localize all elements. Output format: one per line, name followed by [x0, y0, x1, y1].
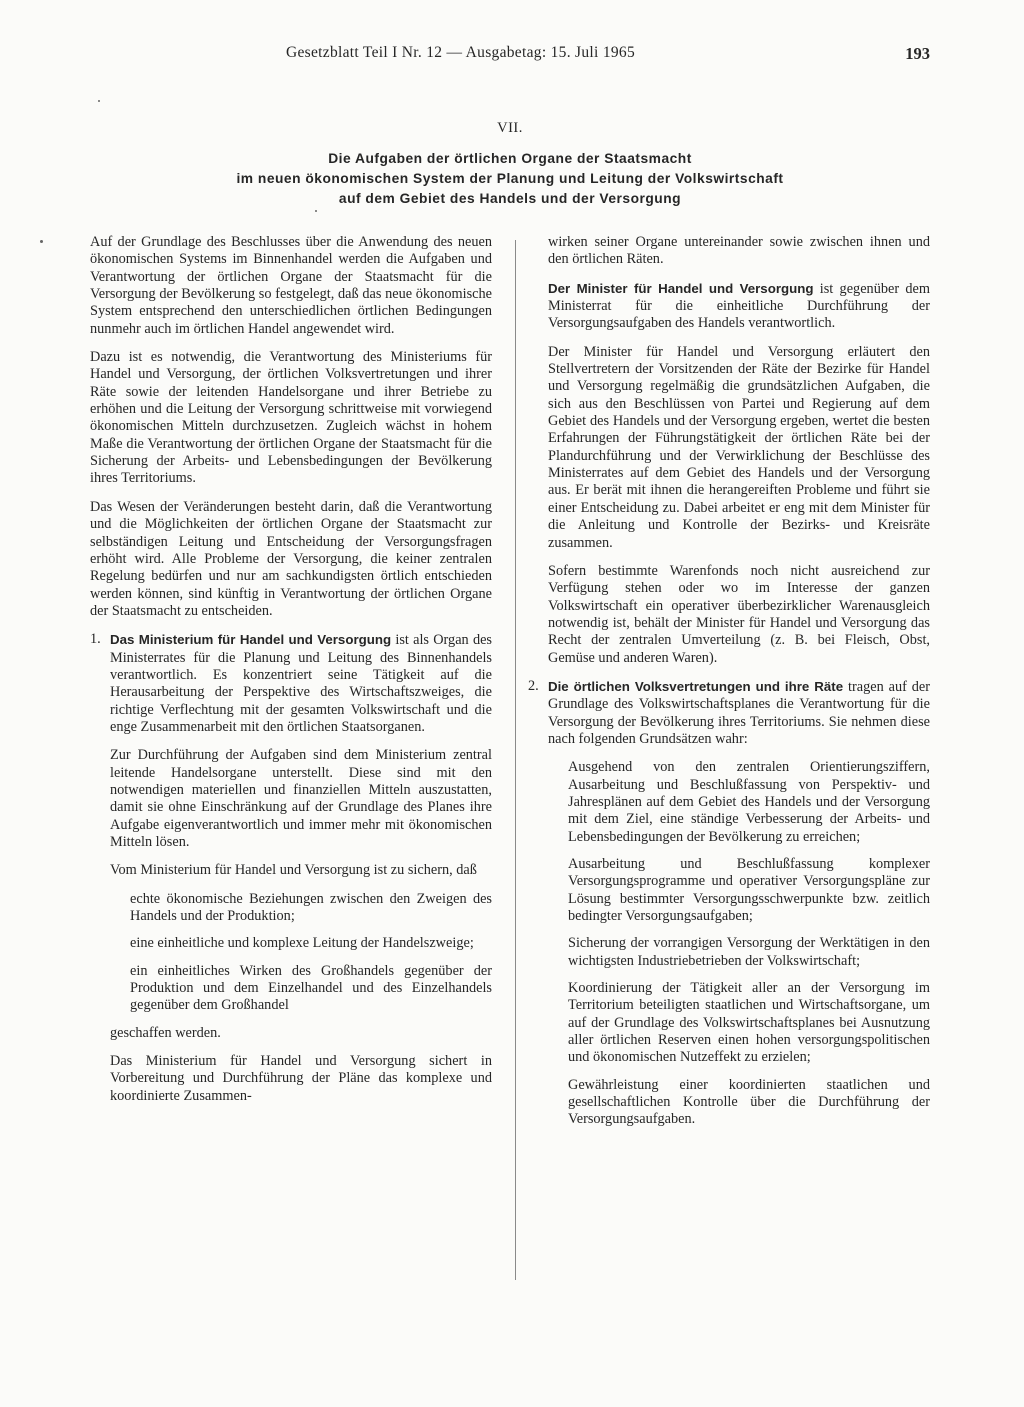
item-text: ist als Organ des Ministerrates für die Planung und Leitung des Binnenhandels verantwortlich. Es konzentriert seine Tätigkeit auf die Herausarbeitung der Perspektive des Wirtschaftszweiges, die richtige Verflechtung mit der gesamten Volkswirtschaft und die enge Zusammenarbeit mit den örtlichen Staatsorganen.	[110, 632, 492, 735]
section-title-line-2: im neuen ökonomischen System der Planung und Leitung der Volkswirtschaft	[236, 171, 784, 186]
column-divider	[515, 240, 516, 1280]
section-title-line-3: auf dem Gebiet des Handels und der Versorgung	[338, 191, 682, 206]
item-lead: Das Ministerium für Handel und Versorgung	[110, 632, 392, 648]
running-title: Gesetzblatt Teil I Nr. 12 — Ausgabetag: 15. Juli 1965	[286, 44, 636, 61]
item-text: tragen auf der Grundlage des Volkswirtschaftsplanes die Verantwortung für die Versorgung der Bevölkerung ihres Territoriums. Sie nehmen diese nach folgenden Grundsätzen wahr:	[548, 678, 930, 747]
right-column	[528, 234, 930, 1139]
list-item: Koordinierung der Tätigkeit aller an der Versorgung im Territorium beteiligten staatlichen und Wirtschaftsorgane, um auf der Grundlage des Volkswirtschaftsplanes bei Ausnutzung aller örtlichen Reserven einen hohen versorgungspolitischen und ökonomischen Nutzeffekt zu erzielen;	[568, 980, 930, 1066]
paragraph: Das Ministerium für Handel und Versorgung sichert in Vorbereitung und Durchführung der Pläne das komplexe und koordinierte Zusammen-	[110, 1053, 492, 1104]
page-number: 193	[905, 44, 930, 63]
paragraph: Sofern bestimmte Warenfonds noch nicht ausreichend zur Verfügung stehen oder wo im Interesse der ganzen Volkswirtschaft ein operativer überbezirklicher Warenausgleich notwendig ist, behält der Minister für Handel und Versorgung das Recht der zentralen Umverteilung (z. B. bei Fleisch, Obst, Gemüse und anderen Waren).	[548, 562, 930, 666]
list-item: Ausarbeitung und Beschlußfassung komplexer Versorgungsprogramme und operativer Versorgungspläne zur Lösung bestimmter Versorgungsschwerpunkte bzw. zeitlich bedingter Versorgungsaufgaben;	[568, 856, 930, 925]
paragraph: Das Wesen der Veränderungen besteht darin, daß die Verantwortung und die Möglichkeiten der örtlichen Organe der Staatsmacht zur selbständigen Leitung und Entscheidung der Versorgungsfragen erhöht wird. Alle Probleme der Versorgung, die keiner zentralen Regelung bedürfen und nur am sachkundigsten örtlich entschieden werden können, sind künftig in Verantwortung der örtlichen Organe der Staatsmacht zu entscheiden.	[90, 498, 492, 619]
item-lead: Die örtlichen Volksvertretungen und ihre Räte	[548, 678, 844, 694]
numbered-item-1	[90, 631, 492, 736]
numbered-item-2	[528, 678, 930, 748]
paragraph: Auf der Grundlage des Beschlusses über die Anwendung des neuen ökonomischen Systems im Binnenhandel werden die Aufgaben und Verantwortung der örtlichen Organe der Staatsmacht für die Versorgung der Bevölkerung so festgelegt, daß das neue ökonomische System entsprechend den unterschiedlichen örtlichen Bedingungen nunmehr auch im örtlichen Handel angewendet wird.	[90, 234, 492, 337]
list-item: Sicherung der vorrangigen Versorgung der Werktätigen in den wichtigsten Industriebetrieben der Volkswirtschaft;	[568, 935, 930, 969]
running-head	[90, 44, 930, 68]
paragraph	[528, 280, 930, 333]
paragraph: wirken seiner Organe untereinander sowie zwischen ihnen und den örtlichen Räten.	[548, 234, 930, 268]
paragraph: Zur Durchführung der Aufgaben sind dem Ministerium zentral leitende Handelsorgane unterstellt. Diese sind mit den notwendigen materiellen und finanziellen Mitteln auszustatten, damit sie ohne Einschränkung auf der Grundlage des Planes ihre Aufgabe eigenverantwortlich und immer mehr mit ökonomischen Mitteln lösen.	[110, 747, 492, 850]
list-item: Ausgehend von den zentralen Orientierungsziffern, Ausarbeitung und Beschlußfassung von Perspektiv- und Jahresplänen auf dem Gebiet des Handels und der Versorgung mit dem Ziel, eine ständige Verbesserung der Arbeits- und Lebensbedingungen der Bevölkerung zu erreichen;	[568, 759, 930, 845]
list-item: eine einheitliche und komplexe Leitung der Handelszweige;	[130, 935, 474, 952]
scan-speck	[40, 240, 43, 243]
item-number: 2.	[528, 677, 539, 694]
paragraph: Der Minister für Handel und Versorgung erläutert den Stellvertretern der Vorsitzenden der Räte der Bezirke für Handel und Versorgung regelmäßig die grundsätzlichen Aufgaben, die sich aus den Beschlüssen von Partei und Regierung auf dem Gebiet des Handels und der Versorgung ergeben, wertet die besten Erfahrungen der Führungstätigkeit der örtlichen Räte bei der Plandurchführung und der Verwirklichung der Beschlüsse des Ministerrates auf dem Gebiet des Handels und der Versorgung aus. Er berät mit ihnen die herangereiften Probleme und führt sie einer Entscheidung zu. Dabei arbeitet er eng mit dem Minister für die Anleitung und Kontrolle der Bezirks- und Kreisräte zusammen.	[548, 343, 930, 551]
section-number: VII.	[497, 120, 523, 136]
list-item: echte ökonomische Beziehungen zwischen den Zweigen des Handels und der Produktion;	[130, 890, 492, 925]
paragraph: Vom Ministerium für Handel und Versorgung ist zu sichern, daß	[110, 862, 477, 879]
scan-speck	[315, 210, 317, 212]
section-title-line-1: Die Aufgaben der örtlichen Organe der Staatsmacht	[328, 151, 692, 166]
list-item: ein einheitliches Wirken des Großhandels gegenüber der Produktion und dem Einzelhandel und des Einzelhandels gegenüber dem Großhandel	[130, 962, 492, 1014]
paragraph-text: ist gegenüber dem Ministerrat für die einheitliche Durchführung der Versorgungsaufgaben des Handels verantwortlich.	[548, 280, 930, 332]
paragraph: geschaffen werden.	[110, 1024, 221, 1041]
scan-speck	[98, 100, 100, 102]
list-item: Gewährleistung einer koordinierten staatlichen und gesellschaftlichen Kontrolle über die Durchführung der Versorgungsaufgaben.	[568, 1076, 930, 1128]
section-title	[90, 149, 930, 209]
paragraph: Dazu ist es notwendig, die Verantwortung des Ministeriums für Handel und Versorgung, der örtlichen Volksvertretungen und ihrer Räte sowie der leitenden Handelsorgane und ihrer Betriebe zu erhöhen und die Leitung der Versorgung schrittweise mit vorwiegend ökonomischen Mitteln durchzusetzen. Zugleich wächst in hohem Maße die Verantwortung der örtlichen Organe der Staatsmacht für die Sicherung der Arbeits- und Lebensbedingungen der Bevölkerung ihres Territoriums.	[90, 349, 492, 487]
section-heading	[90, 120, 930, 209]
paragraph-lead: Der Minister für Handel und Versorgung	[548, 280, 814, 296]
item-number: 1.	[90, 631, 101, 648]
left-column	[90, 234, 492, 1116]
